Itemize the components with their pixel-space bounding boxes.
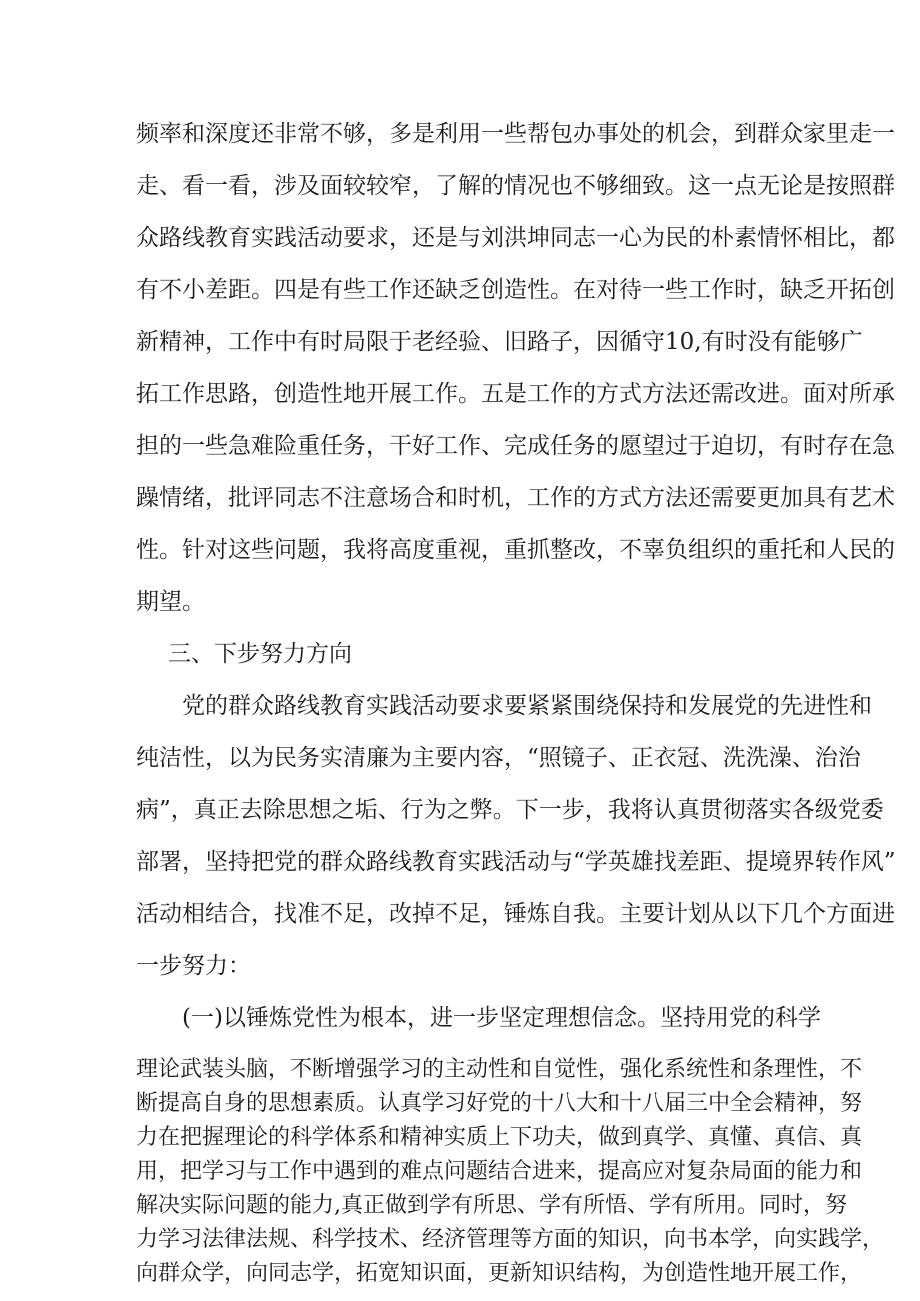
text-line: 用，把学习与工作中遇到的难点问题结合进来，提高应对复杂局面的能力和 bbox=[136, 1159, 863, 1184]
text-line: 一步努力： bbox=[136, 953, 251, 979]
text-line: 向群众学，向同志学，拓宽知识面，更新知识结构，为创造性地开展工作， bbox=[136, 1261, 863, 1286]
text-line: 力在把握理论的科学体系和精神实质上下功夫，做到真学、真懂、真信、真 bbox=[136, 1125, 863, 1150]
text-line: 众路线教育实践活动要求，还是与刘洪坤同志一心为民的朴素情怀相比，都 bbox=[136, 225, 895, 251]
text-line: 频率和深度还非常不够，多是利用一些帮包办事处的机会，到群众家里走一 bbox=[136, 121, 895, 147]
text-line: 部署，坚持把党的群众路线教育实践活动与“学英雄找差距、提境界转作风” bbox=[136, 849, 896, 875]
text-line: 理论武装头脑，不断增强学习的主动性和自觉性，强化系统性和条理性，不 bbox=[136, 1057, 863, 1082]
section-heading: 三、下步努力方向 bbox=[168, 641, 352, 667]
text-line: 拓工作思路，创造性地开展工作。五是工作的方式方法还需改进。面对所承 bbox=[136, 381, 895, 407]
text-line: 性。针对这些问题，我将高度重视，重抓整改，不辜负组织的重托和人民的 bbox=[136, 537, 895, 563]
text-line: 走、看一看，涉及面较较窄，了解的情况也不够细致。这一点无论是按照群 bbox=[136, 173, 895, 199]
text-line: 病”，真正去除思想之垢、行为之弊。下一步，我将认真贯彻落实各级党委 bbox=[136, 797, 884, 823]
text-line: 有不小差距。四是有些工作还缺乏创造性。在对待一些工作时，缺乏开拓创 bbox=[136, 277, 895, 303]
text-line: 期望。 bbox=[136, 589, 205, 615]
text-line: 躁情绪，批评同志不注意场合和时机，工作的方式方法还需要更加具有艺术 bbox=[136, 485, 895, 511]
text-line: 纯洁性，以为民务实清廉为主要内容，“照镜子、正衣冠、洗洗澡、治治 bbox=[136, 745, 861, 771]
text-line: 活动相结合，找准不足，改掉不足，锤炼自我。主要计划从以下几个方面进 bbox=[136, 901, 895, 927]
text-line: 党的群众路线教育实践活动要求要紧紧围绕保持和发展党的先进性和 bbox=[182, 693, 872, 719]
text-line: 断提高自身的思想素质。认真学习好党的十八大和十八届三中全会精神，努 bbox=[136, 1091, 863, 1116]
text-line: 担的一些急难险重任务，干好工作、完成任务的愿望过于迫切，有时存在急 bbox=[136, 433, 895, 459]
text-line: 新精神，工作中有时局限于老经验、旧路子，因循守10,有时没有能够广 bbox=[136, 329, 863, 355]
text-line: 解决实际问题的能力,真正做到学有所思、学有所悟、学有所用。同时，努 bbox=[136, 1193, 847, 1218]
text-line: 力学习法律法规、科学技术、经济管理等方面的知识，向书本学，向实践学， bbox=[136, 1227, 885, 1252]
subsection-heading: (一)以锤炼党性为根本，进一步坚定理想信念。坚持用党的科学 bbox=[182, 1005, 821, 1031]
